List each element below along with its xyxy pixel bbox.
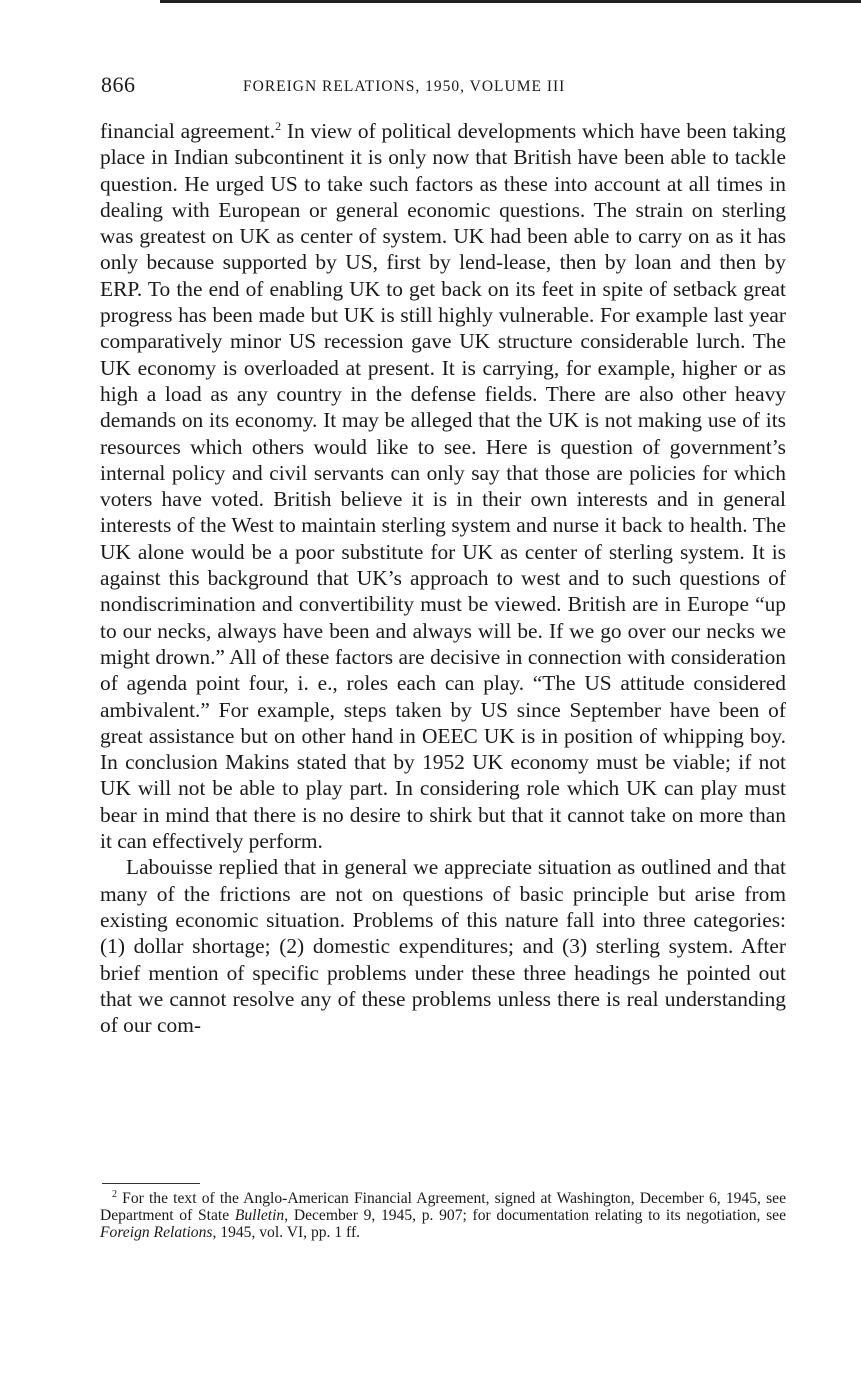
running-head: FOREIGN RELATIONS, 1950, VOLUME III: [243, 78, 566, 95]
page-header: [101, 72, 781, 102]
footnote-reference: 2: [275, 118, 282, 133]
footnote-rule: [102, 1183, 200, 1184]
paragraph-1-start: financial agreement.: [100, 119, 276, 143]
page-number: 866: [101, 72, 136, 97]
footnote-text-2: , December 9, 1945, p. 907; for documentation relating to its negotiation, see: [284, 1207, 786, 1224]
paragraph-1-rest: In view of political developments which have been taking place in Indian subcontinent it is only now that British have been able to tackle question. He urged US to take such factors as these into account at all times in dealing with European or general economic questions. The strain on sterling was greatest on UK as center of system. UK had been able to carry on as it has only because supported by US, first by lend-lease, then by loan and then by ERP. To the end of enabling UK to get back on its feet in spite of setback great progress has been made but UK is still highly vulnerable. For example last year comparatively minor US recession gave UK structure considerable lurch. The UK economy is overloaded at present. It is carrying, for example, higher or as high a load as any country in the defense fields. There are also other heavy demands on its economy. It may be alleged that the UK is not making use of its resources which others would like to see. Here is question of government’s internal policy and civil servants can only say that those are policies for which voters have voted. British believe it is in their own interests and in general interests of the West to maintain sterling system and nurse it back to health. The UK alone would be a poor substitute for UK as center of sterling system. It is against this background that UK’s approach to west and to such questions of nondiscrimination and convertibility must be viewed. British are in Europe “up to our necks, always have been and always will be. If we go over our necks we might drown.” All of these factors are decisive in connection with consideration of agenda point four, i. e., roles each can play. “The US attitude considered ambivalent.” For example, steps taken by US since September have been of great assistance but on other hand in OEEC UK is in position of whipping boy. In conclusion Makins stated that by 1952 UK economy must be viable; if not UK will not be able to play part. In considering role which UK can play must bear in mind that there is no desire to shirk but that it cannot take on more than it can effectively perform.: [100, 119, 787, 854]
paragraph-1: [100, 118, 786, 854]
body-text: [100, 118, 786, 1038]
footnote-2: [100, 1190, 786, 1241]
footnote: [100, 1190, 786, 1241]
footnote-text-3: , 1945, vol. VI, pp. 1 ff.: [212, 1224, 361, 1241]
footnote-italic-bulletin: Bulletin: [234, 1207, 285, 1224]
footnote-marker: 2: [112, 1188, 117, 1200]
paragraph-2: Labouisse replied that in general we appreciate situation as outlined and that many of the frictions are not on questions of basic principle but arise from existing economic situation. Problems of this nature fall into three categories: (1) dollar shortage; (2) domestic expenditures; and (3) sterling system. After brief mention of specific problems under these three headings he pointed out that we cannot resolve any of these problems unless there is real understanding of our com-: [100, 855, 786, 1038]
footnote-text-1: For the text of the Anglo-American Financial Agreement, signed at Washington, December 6, 1945, see Department of State: [100, 1190, 786, 1224]
footnote-italic-foreign-relations: Foreign Relations: [100, 1224, 213, 1241]
top-rule: [160, 0, 861, 3]
